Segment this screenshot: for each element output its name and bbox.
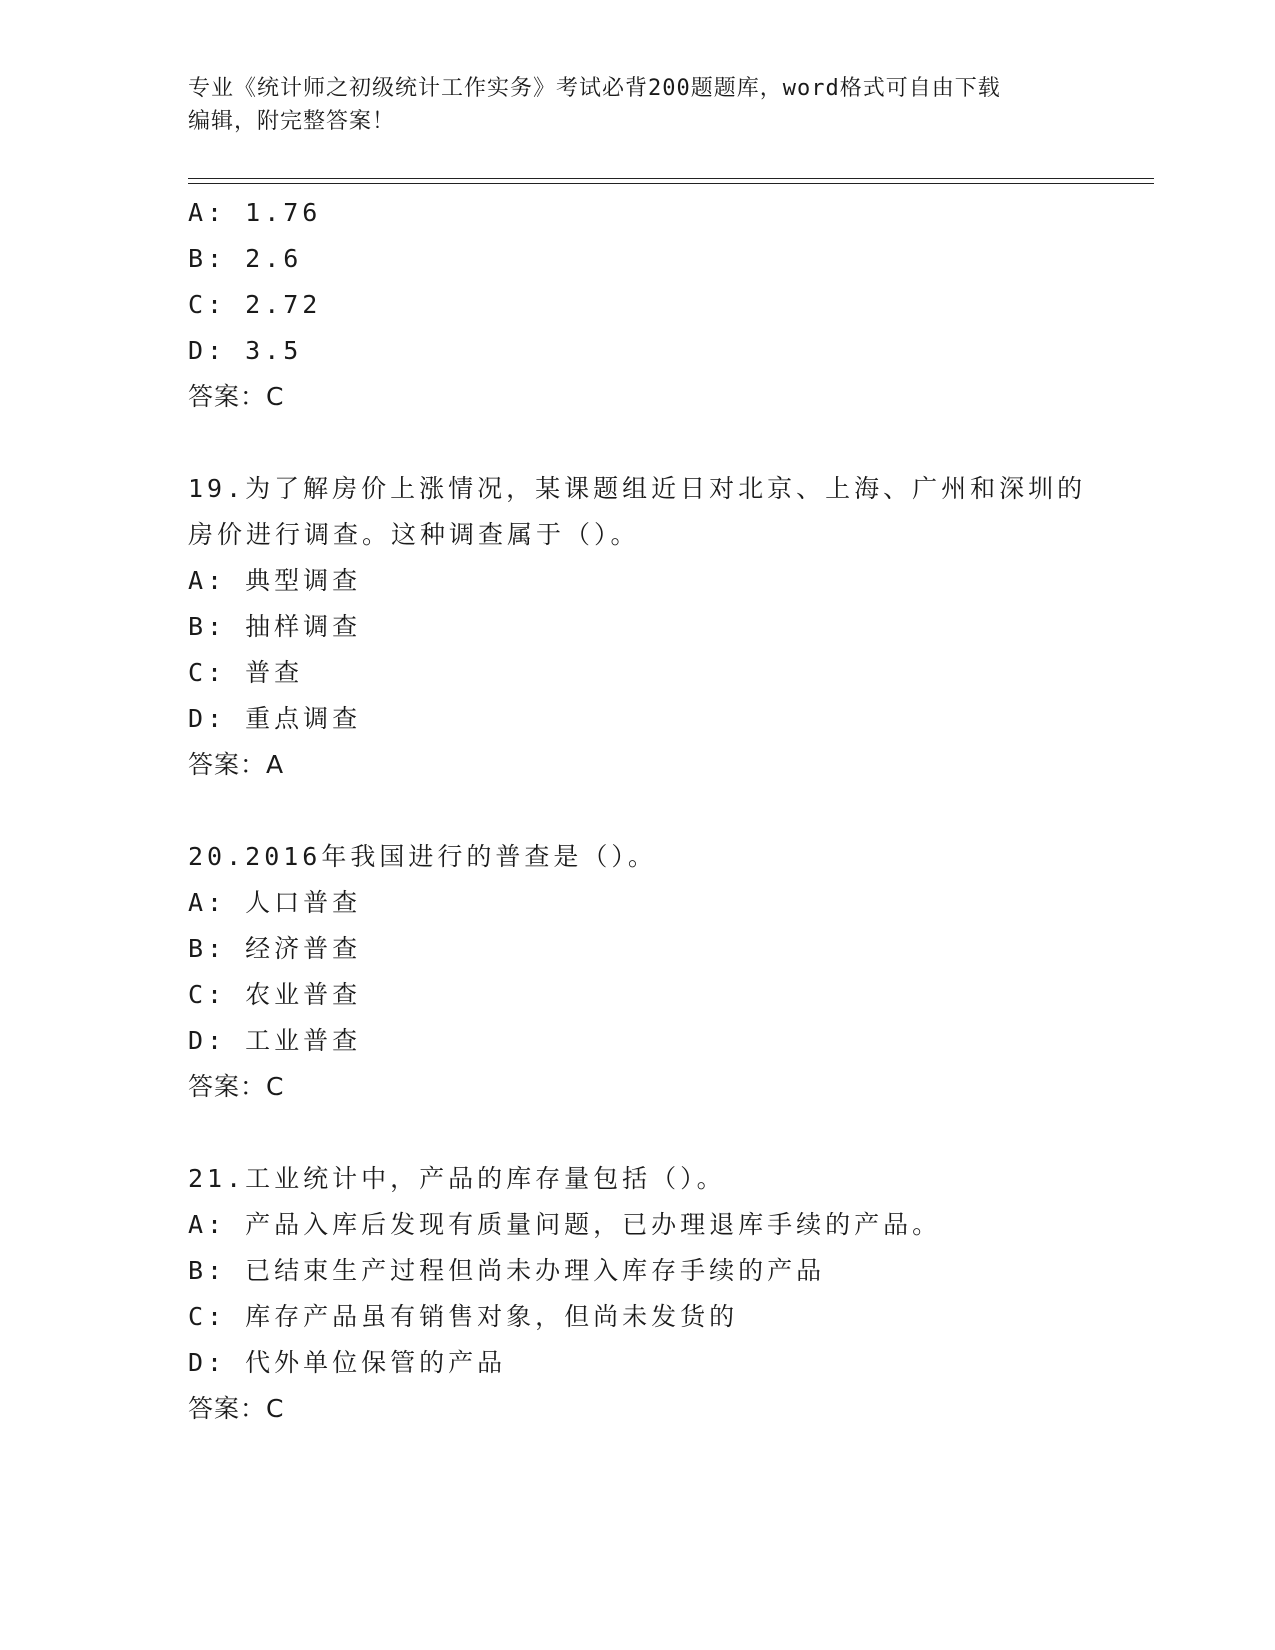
question-stem: 19.为了解房价上涨情况，某课题组近日对北京、上海、广州和深圳的 (188, 474, 1087, 503)
option-c: C: 2.72 (188, 290, 322, 319)
option-a: A: 产品入库后发现有质量问题，已办理退库手续的产品。 (188, 1210, 942, 1239)
option-c: C: 库存产品虽有销售对象，但尚未发货的 (188, 1302, 739, 1331)
answer: 答案：C (188, 1072, 285, 1101)
spacer (188, 788, 1128, 834)
option-a: A: 典型调查 (188, 566, 362, 595)
option-b: B: 2.6 (188, 244, 303, 273)
header-divider-bottom (188, 183, 1154, 184)
question-stem: 21.工业统计中，产品的库存量包括（）。 (188, 1164, 726, 1193)
option-b: B: 抽样调查 (188, 612, 362, 641)
option-a: A: 人口普查 (188, 888, 362, 917)
question-21 (188, 1156, 1128, 1432)
question-18-tail (188, 190, 1128, 420)
option-c: C: 农业普查 (188, 980, 362, 1009)
option-b: B: 已结束生产过程但尚未办理入库存手续的产品 (188, 1256, 826, 1285)
question-list (188, 190, 1128, 1432)
answer: 答案：C (188, 1394, 285, 1423)
question-20 (188, 834, 1128, 1110)
answer: 答案：A (188, 750, 285, 779)
option-b: B: 经济普查 (188, 934, 362, 963)
header-title-line1: 专业《统计师之初级统计工作实务》考试必背200题题库，word格式可自由下载 (188, 76, 1001, 101)
option-d: D: 重点调查 (188, 704, 362, 733)
option-d: D: 代外单位保管的产品 (188, 1348, 507, 1377)
option-c: C: 普查 (188, 658, 304, 687)
answer: 答案：C (188, 382, 285, 411)
question-19 (188, 466, 1128, 788)
question-stem: 20.2016年我国进行的普查是（）。 (188, 842, 657, 871)
option-a: A: 1.76 (188, 198, 322, 227)
spacer (188, 1110, 1128, 1156)
spacer (188, 420, 1128, 466)
header-title-line2: 编辑，附完整答案！ (188, 109, 396, 134)
document-header (188, 72, 1088, 138)
question-stem-continued: 房价进行调查。这种调查属于（）。 (188, 520, 640, 549)
header-divider-top (188, 178, 1154, 179)
option-d: D: 工业普查 (188, 1026, 362, 1055)
option-d: D: 3.5 (188, 336, 303, 365)
